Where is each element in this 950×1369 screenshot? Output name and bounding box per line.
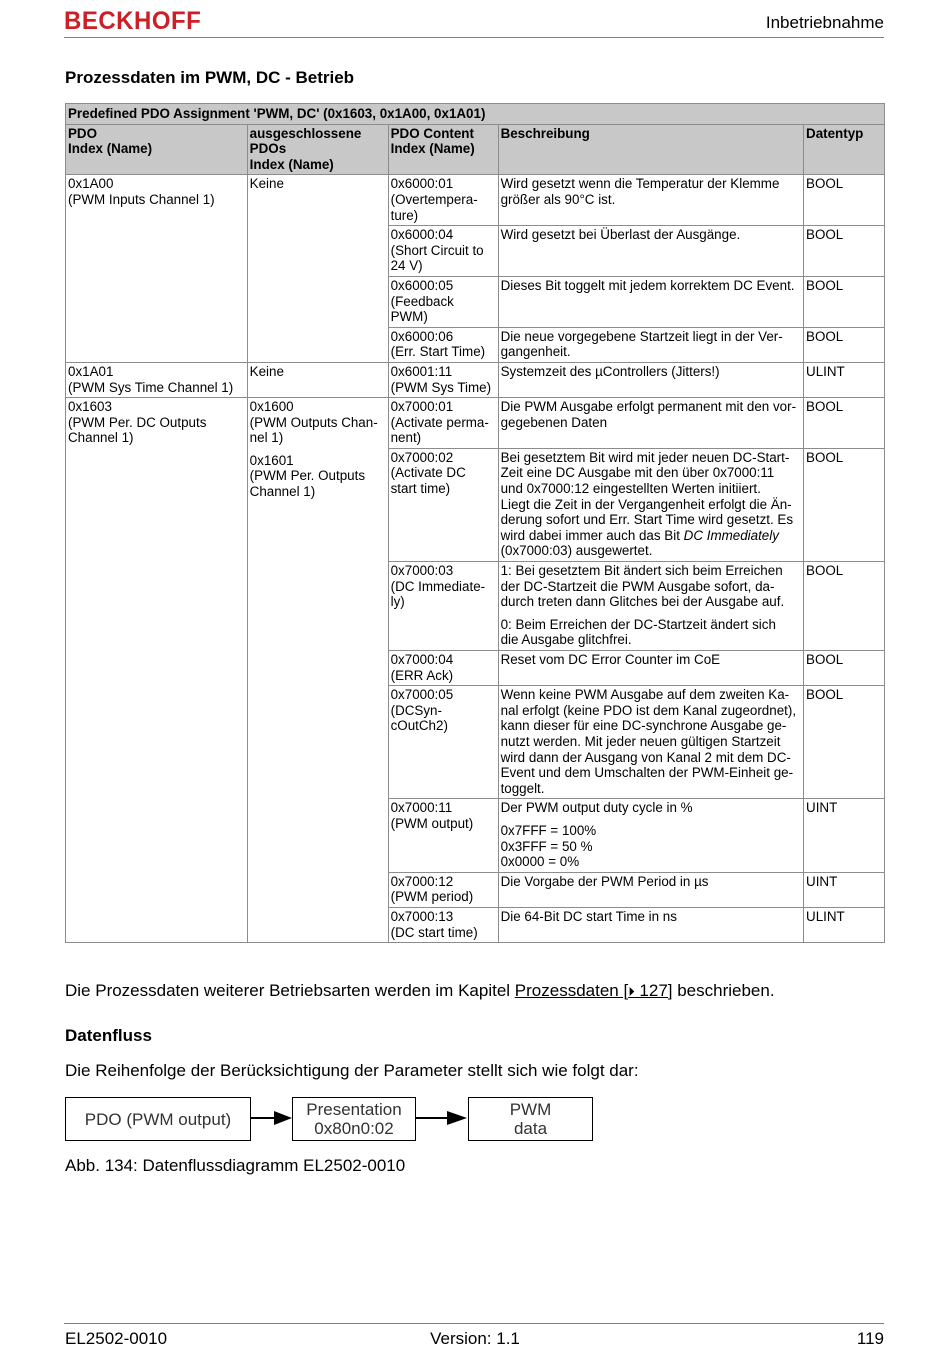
description-text: gangenheit. <box>500 344 571 360</box>
pdo-index: 0x1A01 <box>68 363 114 379</box>
arrow-right-icon: ⏵ <box>628 985 635 1000</box>
content-name: (DCSyn- <box>390 702 442 718</box>
flow-box-pwm-data <box>468 1097 593 1141</box>
content-cell <box>388 686 498 799</box>
table-caption: Predefined PDO Assignment 'PWM, DC' (0x1603, 0x1A00, 0x1A01) <box>66 104 885 125</box>
table-header-row <box>66 124 885 175</box>
content-name: start time) <box>390 481 451 497</box>
description-text: gegebenen Daten <box>500 414 608 430</box>
datatype-cell: UINT <box>804 799 885 872</box>
section-heading: Prozessdaten im PWM, DC - Betrieb <box>65 68 355 87</box>
description-text: Liegt die Zeit in der Vergangenheit erfolgt die Än- <box>500 496 792 512</box>
datatype-cell: BOOL <box>804 398 885 449</box>
description-text: die Ausgabe glitchfrei. <box>500 632 632 648</box>
description-cell <box>498 398 803 449</box>
content-index: 0x6000:05 <box>390 277 454 293</box>
flow-box-label: 0x80n0:02 <box>314 1119 394 1138</box>
header-text: ausgeschlossene <box>249 125 362 141</box>
chapter-title: Inbetriebnahme <box>765 13 884 32</box>
description-text: Der PWM output duty cycle in % <box>500 800 693 816</box>
flow-box-label: Presentation <box>306 1100 402 1119</box>
content-cell <box>388 651 498 686</box>
header-text: Index (Name) <box>390 141 475 157</box>
datatype-cell: BOOL <box>804 327 885 362</box>
content-index: 0x7000:13 <box>390 908 454 924</box>
content-cell <box>388 562 498 651</box>
content-index: 0x6000:04 <box>390 227 454 243</box>
description-cell: Systemzeit des µControllers (Jitters!) <box>498 362 803 397</box>
header-text: PDO Content <box>390 125 474 141</box>
flow-box-label: data <box>513 1119 548 1138</box>
content-name: (Overtempera- <box>390 191 478 207</box>
process-data-reference <box>65 981 775 1001</box>
pdo-cell-1a00 <box>66 175 248 363</box>
datatype-cell: BOOL <box>804 276 885 327</box>
subsection-heading: Datenfluss <box>65 1026 152 1045</box>
description-text: derung sofort und Err. Start Time wird gesetzt. Es <box>500 512 794 528</box>
header-text: PDO <box>68 125 98 141</box>
chapter-link-prozessdaten[interactable] <box>515 981 673 1000</box>
datatype-cell: ULINT <box>804 362 885 397</box>
table-row <box>66 362 885 397</box>
header-text: Index (Name) <box>68 141 153 157</box>
flow-box-label: PDO (PWM output) <box>84 1109 232 1129</box>
description-text: (0x7000:03) ausgewertet. <box>500 543 653 559</box>
datatype-cell: BOOL <box>804 226 885 277</box>
description-text: 1: Bei gesetztem Bit ändert sich beim Erreichen <box>500 563 783 579</box>
content-name: PWM) <box>390 309 428 325</box>
content-name: (PWM period) <box>390 889 474 905</box>
description-text: 0x7FFF = 100% <box>500 822 597 838</box>
flow-box-label: PWM <box>509 1100 552 1119</box>
description-cell: Die 64-Bit DC start Time in ns <box>498 907 803 942</box>
description-fragment: wird dabei immer auch das Bit <box>500 527 684 543</box>
flow-arrow-1-icon <box>250 1108 294 1128</box>
content-index: 0x7000:12 <box>390 873 454 889</box>
description-cell <box>498 686 803 799</box>
pdo-name: (PWM Inputs Channel 1) <box>68 191 215 207</box>
description-cell <box>498 562 803 651</box>
flow-arrow-2-icon <box>415 1108 469 1128</box>
link-text[interactable]: Prozessdaten [ <box>514 981 629 1000</box>
description-cell <box>498 327 803 362</box>
paragraph-text: beschrieben. <box>672 981 775 1000</box>
header-text: PDOs <box>249 141 287 157</box>
datatype-cell: BOOL <box>804 175 885 226</box>
pdo-index: 0x1A00 <box>68 176 114 192</box>
paragraph-text: Die Prozessdaten weiterer Betriebsarten werden im Kapitel <box>65 981 515 1000</box>
content-name: (Feedback <box>390 293 454 309</box>
header-text: Index (Name) <box>249 156 334 172</box>
content-name: (Err. Start Time) <box>390 344 486 360</box>
content-cell <box>388 175 498 226</box>
description-cell: Reset vom DC Error Counter im CoE <box>498 651 803 686</box>
figure-caption: Abb. 134: Datenflussdiagramm EL2502-0010 <box>65 1156 406 1175</box>
content-cell <box>388 398 498 449</box>
content-name: (DC Immediate- <box>390 578 486 594</box>
content-cell <box>388 448 498 561</box>
content-index: 0x7000:02 <box>390 449 454 465</box>
content-name: (Short Circuit to <box>390 242 484 258</box>
col-header-pdo <box>66 124 248 175</box>
content-name: (PWM output) <box>390 815 474 831</box>
footer-page-number: 119 <box>856 1329 884 1348</box>
description-text: durch treten dann Glitches bei der Ausgabe auf. <box>500 594 785 610</box>
description-text: 0x3FFF = 50 % <box>500 838 593 854</box>
header-divider <box>64 37 884 38</box>
description-text: der DC-Startzeit die PWM Ausgabe sofort, da- <box>500 578 775 594</box>
datatype-cell: BOOL <box>804 448 885 561</box>
excluded-name: (PWM Per. Outputs <box>249 468 366 484</box>
datatype-cell: UINT <box>804 872 885 907</box>
content-name: cOutCh2) <box>390 718 448 734</box>
order-description: Die Reihenfolge der Berücksichtigung der Parameter stellt sich wie folgt dar: <box>65 1061 639 1080</box>
excluded-cell-1a01: Keine <box>247 362 388 397</box>
excluded-pdo-1600 <box>250 399 386 446</box>
excluded-name: nel 1) <box>249 430 284 446</box>
description-text: Bei gesetztem Bit wird mit jeder neuen DC-Start- <box>500 449 790 465</box>
excluded-cell-1a00: Keine <box>247 175 388 363</box>
flow-box-pdo <box>65 1097 251 1141</box>
description-cell <box>498 175 803 226</box>
content-cell <box>388 907 498 942</box>
description-text: Die PWM Ausgabe erfolgt permanent mit den vor- <box>500 399 797 415</box>
datatype-cell: BOOL <box>804 686 885 799</box>
description-cell <box>498 448 803 561</box>
content-name: nent) <box>390 430 422 446</box>
description-text: 0: Beim Erreichen der DC-Startzeit ändert sich <box>500 616 776 632</box>
content-cell <box>388 226 498 277</box>
excluded-index: 0x1601 <box>249 452 294 468</box>
pdo-name: Channel 1) <box>68 430 134 446</box>
description-text: nutzt werden. Mit jeder neuen gültigen Startzeit <box>500 733 781 749</box>
pdo-assignment-table <box>65 103 885 943</box>
col-header-content <box>388 124 498 175</box>
datatype-cell: ULINT <box>804 907 885 942</box>
content-cell <box>388 362 498 397</box>
content-index: 0x7000:04 <box>390 652 454 667</box>
pdo-index: 0x1603 <box>68 399 112 415</box>
excluded-index: 0x1600 <box>249 399 294 415</box>
description-emphasis: DC Immediately <box>683 527 779 543</box>
description-cell: Dieses Bit toggelt mit jedem korrektem DC Event. <box>498 276 803 327</box>
description-text: Wenn keine PWM Ausgabe auf dem zweiten Ka- <box>500 687 790 703</box>
description-text: toggelt. <box>500 780 545 796</box>
description-cell: Die Vorgabe der PWM Period in µs <box>498 872 803 907</box>
pdo-name: (PWM Sys Time Channel 1) <box>68 379 234 395</box>
content-cell <box>388 872 498 907</box>
datatype-cell: BOOL <box>804 562 885 651</box>
description-text: Event und dem Umschalten der PWM-Einheit ge- <box>500 765 794 781</box>
flow-box-presentation <box>292 1097 416 1141</box>
content-index: 0x7000:01 <box>390 399 454 415</box>
description-text <box>501 528 801 544</box>
content-index: 0x6000:01 <box>390 176 454 192</box>
content-name: ly) <box>390 594 405 610</box>
content-name: 24 V) <box>390 258 423 274</box>
content-name: (Activate DC <box>390 465 466 481</box>
description-text: wird dann der Ausgang von Kanal 2 mit dem DC- <box>500 749 791 765</box>
table-row <box>66 398 885 449</box>
footer-version: Version: 1.1 <box>430 1329 520 1348</box>
description-text: Die neue vorgegebene Startzeit liegt in der Ver- <box>500 328 783 344</box>
pdo-name: (PWM Per. DC Outputs <box>68 414 207 430</box>
content-index: 0x7000:03 <box>390 563 454 579</box>
excluded-pdo-1601 <box>250 453 386 500</box>
description-text: kann dieser für eine DC-synchrone Ausgabe ge- <box>500 718 787 734</box>
description-cell <box>498 799 803 872</box>
content-name: ture) <box>390 207 419 223</box>
content-index: 0x6000:06 <box>390 328 454 344</box>
excluded-cell-1603 <box>247 398 388 943</box>
col-header-description: Beschreibung <box>498 124 803 175</box>
link-page[interactable]: 127] <box>634 981 673 1000</box>
content-index: 0x7000:11 <box>390 800 453 816</box>
content-cell <box>388 799 498 872</box>
footer-product: EL2502-0010 <box>65 1329 168 1348</box>
beckhoff-logo: BECKHOFF <box>64 7 202 36</box>
excluded-name: Channel 1) <box>249 484 316 500</box>
description-cell: Wird gesetzt bei Überlast der Ausgänge. <box>498 226 803 277</box>
footer-divider <box>64 1323 884 1324</box>
content-cell <box>388 327 498 362</box>
content-cell <box>388 276 498 327</box>
content-name: (PWM Sys Time) <box>390 379 492 395</box>
description-text: Zeit eine DC Ausgabe mit den über 0x7000:11 <box>500 465 775 481</box>
datatype-cell: BOOL <box>804 651 885 686</box>
content-name: (Activate perma- <box>390 414 489 430</box>
content-name: (DC start time) <box>390 924 478 940</box>
description-text: nal erfolgt (keine PDO ist dem Kanal zugeordnet), <box>500 702 797 718</box>
content-index: 0x7000:05 <box>390 687 454 703</box>
col-header-excluded <box>247 124 388 175</box>
pdo-cell-1603 <box>66 398 248 943</box>
excluded-name: (PWM Outputs Chan- <box>249 414 378 430</box>
description-text: größer als 90°C ist. <box>500 191 616 207</box>
description-text: und 0x7000:12 eingestellten Werten initiiert. <box>500 481 761 497</box>
col-header-datatype: Datentyp <box>804 124 885 175</box>
description-text: 0x0000 = 0% <box>500 854 580 870</box>
description-text: Wird gesetzt wenn die Temperatur der Klemme <box>500 176 780 192</box>
pdo-cell-1a01 <box>66 362 248 397</box>
content-index: 0x6001:11 <box>390 363 453 379</box>
table-row <box>66 175 885 226</box>
content-name: (ERR Ack) <box>390 667 454 683</box>
table-caption-row <box>66 104 885 125</box>
